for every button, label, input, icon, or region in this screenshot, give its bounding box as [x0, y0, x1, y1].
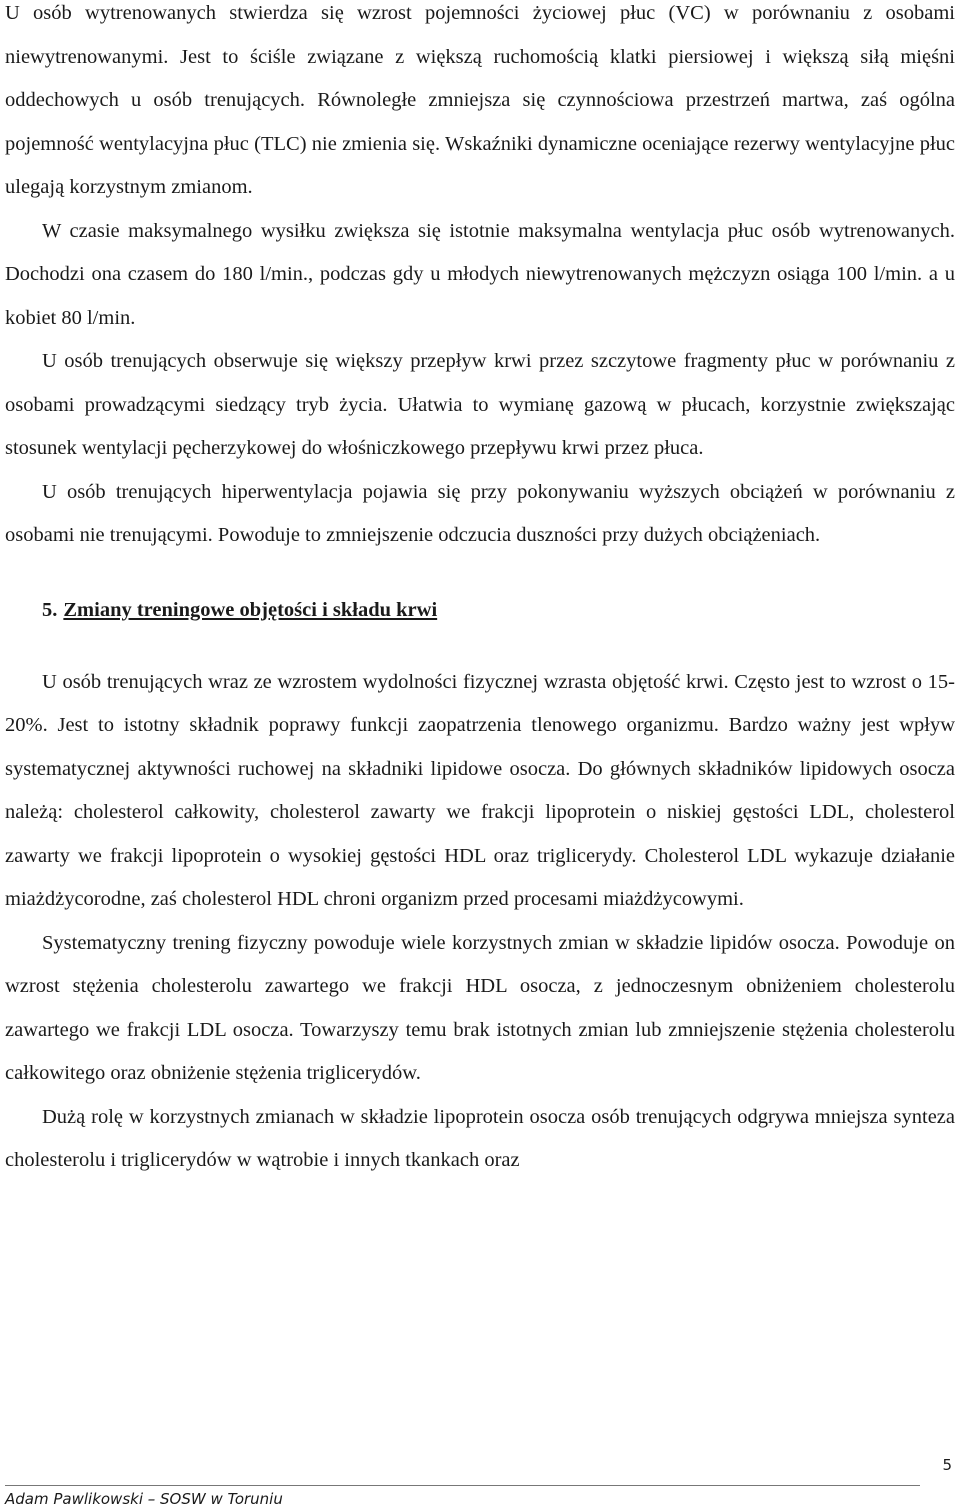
paragraph-vital-capacity: U osób wytrenowanych stwierdza się wzrost pojemności życiowej płuc (VC) w porównaniu z osobami niewytrenowanymi. Jest to ściśle związane z większą ruchomością klatki piersiowej i większą siłą mięśni oddechowych u osób trenujących. Równoległe zmniejsza się czynnościowa przestrzeń martwa, zaś ogólna pojemność wentylacyjna płuc (TLC) nie zmienia się. Wskaźniki dynamiczne oceniające rezerwy wentylacyjne płuc ulegają korzystnym zmianom.: [5, 2, 955, 198]
section-number: 5.: [42, 598, 58, 621]
document-page: [5, 0, 955, 1183]
paragraph-lipid-changes: Systematyczny trening fizyczny powoduje wiele korzystnych zmian w składzie lipidów osocza. Powoduje on wzrost stężenia cholesterolu zawartego we frakcji HDL osocza, z jednoczesnym obniżeniem cholesterolu zawartego we frakcji LDL osocza. Towarzyszy temu brak istotnych zmian lub zmniejszenie stężenia cholesterolu całkowitego oraz obniżenie stężenia triglicerydów.: [5, 931, 955, 1084]
section-title: Zmiany treningowe objętości i składu krwi: [63, 598, 438, 621]
page-number: 5: [942, 1456, 952, 1474]
footer-author: Adam Pawlikowski – SOSW w Toruniu: [5, 1490, 283, 1508]
paragraph-blood-volume: U osób trenujących wraz ze wzrostem wydolności fizycznej wzrasta objętość krwi. Często jest to wzrost o 15-20%. Jest to istotny składnik poprawy funkcji zaopatrzenia tlenowego organizmu. Bardzo ważny jest wpływ systematycznej aktywności ruchowej na składniki lipidowe osocza. Do głównych składników lipidowych osocza należą: cholesterol całkowity, cholesterol zawarty we frakcji lipoprotein o niskiej gęstości LDL, cholesterol zawarty we frakcji lipoprotein o wysokiej gęstości HDL oraz triglicerydy. Cholesterol LDL wykazuje działanie miażdżycorodne, zaś cholesterol HDL chroni organizm przed procesami miażdżycowymi.: [5, 670, 955, 910]
paragraph-lung-blood-flow: U osób trenujących obserwuje się większy przepływ krwi przez szczytowe fragmenty płuc w porównaniu z osobami prowadzącymi siedzący tryb życia. Ułatwia to wymianę gazową w płucach, korzystnie zwiększając stosunek wentylacji pęcherzykowej do włośniczkowego przepływu krwi przez płuca.: [5, 350, 955, 459]
section-heading: [5, 595, 955, 625]
paragraph-hyperventilation: U osób trenujących hiperwentylacja pojawia się przy pokonywaniu wyższych obciążeń w porównaniu z osobami nie trenującymi. Powoduje to zmniejszenie odczucia duszności przy dużych obciążeniach.: [5, 480, 955, 546]
paragraph-max-ventilation: W czasie maksymalnego wysiłku zwiększa się istotnie maksymalna wentylacja płuc osób wytrenowanych. Dochodzi ona czasem do 180 l/min., podczas gdy u młodych niewytrenowanych mężczyzn osiąga 100 l/min. a u kobiet 80 l/min.: [5, 219, 955, 329]
footer-divider: [5, 1485, 920, 1486]
paragraph-lipoprotein-synthesis: Dużą rolę w korzystnych zmianach w składzie lipoprotein osocza osób trenujących odgrywa mniejsza synteza cholesterolu i triglicerydów w wątrobie i innych tkankach oraz: [5, 1105, 955, 1171]
